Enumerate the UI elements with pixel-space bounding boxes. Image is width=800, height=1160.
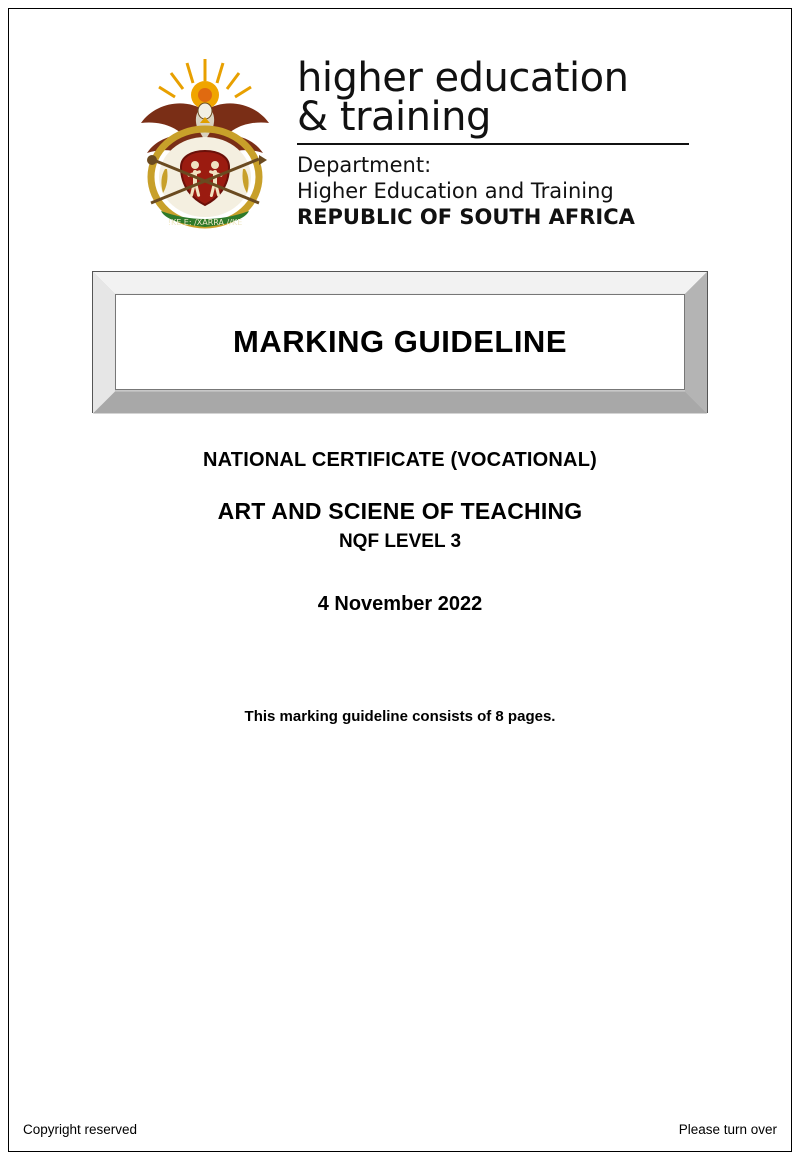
dept-title-line1: higher education (297, 55, 629, 101)
south-african-coat-of-arms-icon (121, 51, 289, 233)
svg-text:!KE E: /XARRA //KE: !KE E: /XARRA //KE (167, 218, 243, 227)
footer-copyright: Copyright reserved (23, 1122, 138, 1137)
dept-country: REPUBLIC OF SOUTH AFRICA (297, 204, 635, 229)
exam-date: 4 November 2022 (317, 593, 483, 615)
subject-name: ART AND SCIENE OF TEACHING (217, 498, 583, 524)
footer-turn-over: Please turn over (678, 1122, 777, 1137)
page-count-note: This marking guideline consists of 8 pages. (244, 708, 556, 725)
page-footer (23, 1122, 777, 1137)
plaque-inner (115, 294, 685, 390)
nqf-level: NQF LEVEL 3 (338, 531, 462, 552)
page-title: MARKING GUIDELINE (233, 324, 567, 359)
department-wordmark (297, 51, 689, 230)
title-plaque (92, 271, 708, 413)
dept-label: Department: (297, 153, 432, 178)
dept-name: Higher Education and Training (297, 178, 614, 203)
page-content (9, 9, 791, 1151)
certificate-name: NATIONAL CERTIFICATE (VOCATIONAL) (203, 449, 597, 471)
wordmark-divider (297, 143, 689, 145)
title-plaque-container (9, 271, 791, 413)
dept-title-line2: & training (297, 94, 491, 141)
document-header (9, 9, 791, 233)
